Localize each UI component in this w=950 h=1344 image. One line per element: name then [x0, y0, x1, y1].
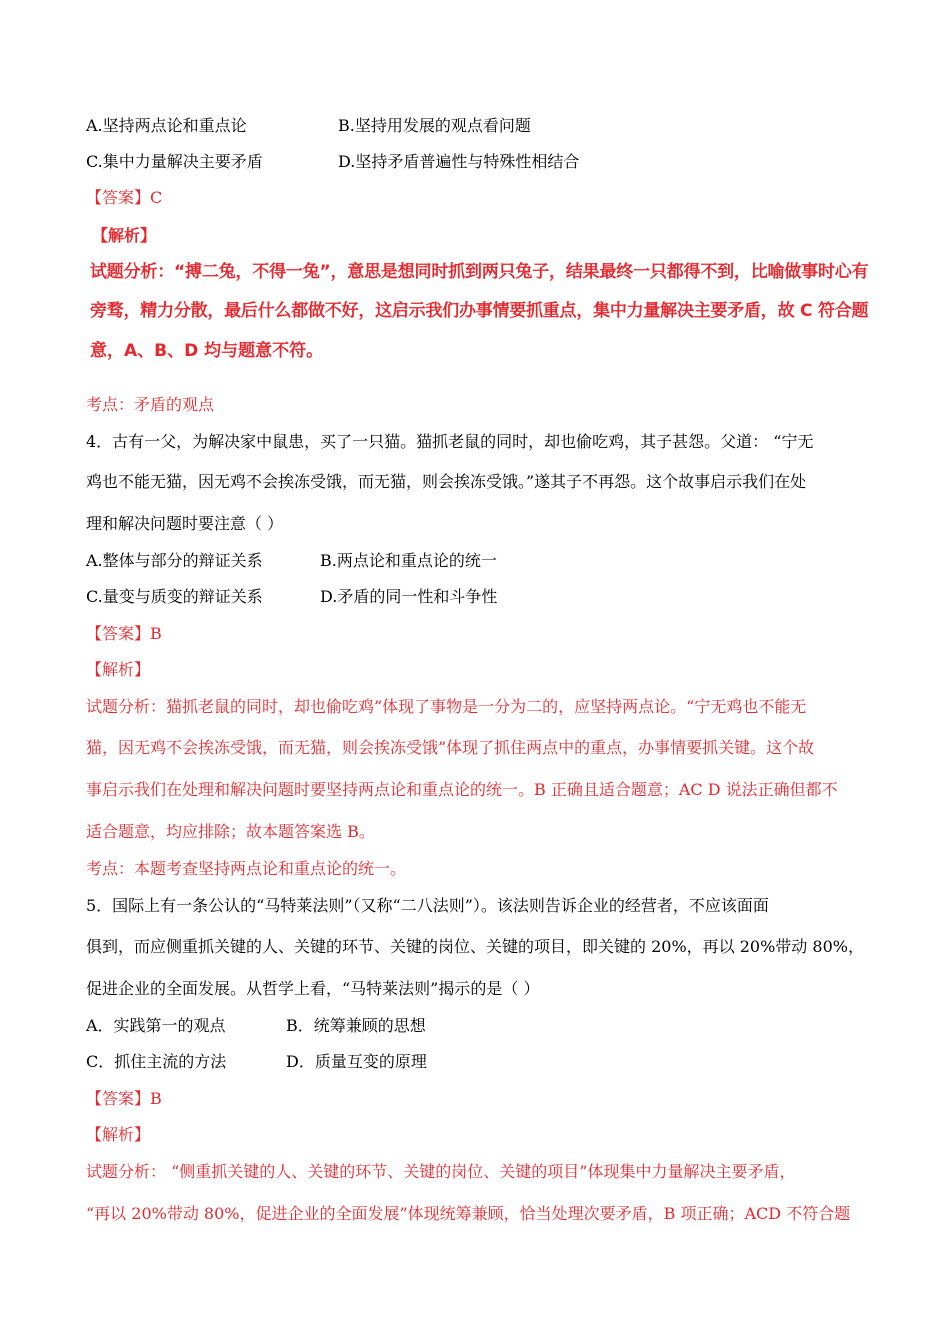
- q5-analysis-label: 【解析】: [86, 1125, 151, 1144]
- q5-option-d[interactable]: D．质量互变的原理: [286, 1052, 427, 1071]
- q4-stem-line-1: 4．古有一父，为解决家中鼠患，买了一只猫。猫抓老鼠的同时，却也偷吃鸡，其子甚怨。父道： “宁无: [86, 432, 814, 451]
- q4-options-row-2: [86, 587, 497, 607]
- q5-stem-line-1: 5．国际上有一条公认的“马特莱法则”（又称“二八法则”）。该法则告诉企业的经营者，不应该面面: [86, 896, 769, 915]
- q4-stem-line-3: 理和解决问题时要注意（ ）: [86, 514, 284, 533]
- q3-option-b[interactable]: B.坚持用发展的观点看问题: [338, 116, 531, 135]
- q3-options-row-1: [86, 116, 531, 136]
- q5-analysis-line-1: 试题分析： “侧重抓关键的人、关键的环节、关键的岗位、关键的项目”体现集中力量解决主要矛盾，: [86, 1162, 796, 1181]
- q5-stem-line-3: 促进企业的全面发展。从哲学上看，“马特莱法则”揭示的是（ ）: [86, 979, 540, 998]
- q3-analysis-line-2: 旁骛，精力分散，最后什么都做不好，这启示我们办事情要抓重点，集中力量解决主要矛盾，故 C 符合题: [90, 301, 869, 321]
- q3-analysis-line-3: 意，A、B、D 均与题意不符。: [90, 341, 324, 361]
- q5-option-c[interactable]: C．抓住主流的方法: [86, 1052, 227, 1071]
- q5-stem-line-2: 俱到，而应侧重抓关键的人、关键的环节、关键的岗位、关键的项目，即关键的 20%，再以 20%带动 80%，: [86, 937, 864, 956]
- q5-option-a[interactable]: A．实践第一的观点: [86, 1016, 226, 1035]
- q3-option-c[interactable]: C.集中力量解决主要矛盾: [86, 152, 263, 171]
- q4-option-a[interactable]: A.整体与部分的辩证关系: [86, 551, 263, 570]
- q4-option-c[interactable]: C.量变与质变的辩证关系: [86, 587, 263, 606]
- q3-options-row-2: [86, 152, 579, 172]
- q4-analysis-line-3: 事启示我们在处理和解决问题时要坚持两点论和重点论的统一。B 正确且适合题意；AC D 说法正确但都不: [86, 780, 838, 799]
- q3-option-d[interactable]: D.坚持矛盾普遍性与特殊性相结合: [338, 152, 580, 171]
- q4-analysis-line-1: 试题分析：猫抓老鼠的同时，却也偷吃鸡”体现了事物是一分为二的，应坚持两点论。“宁无鸡也不能无: [86, 697, 807, 716]
- q5-options-row-2: [86, 1052, 427, 1072]
- q4-options-row-1: [86, 551, 497, 571]
- q4-option-b[interactable]: B.两点论和重点论的统一: [320, 551, 497, 570]
- q3-analysis-label: 【解析】: [92, 226, 157, 245]
- q5-analysis-line-2: “再以 20%带动 80%，促进企业的全面发展”体现统筹兼顾，恰当处理次要矛盾，B 项正确；ACD 不符合题: [86, 1204, 851, 1223]
- q5-options-row-1: [86, 1016, 426, 1036]
- q4-analysis-label: 【解析】: [86, 660, 151, 679]
- q3-kaodian: 考点：矛盾的观点: [86, 395, 215, 414]
- q4-stem-line-2: 鸡也不能无猫，因无鸡不会挨冻受饿，而无猫，则会挨冻受饿。”遂其子不再怨。这个故事启示我们在处: [86, 472, 807, 491]
- q4-option-d[interactable]: D.矛盾的同一性和斗争性: [320, 587, 498, 606]
- q4-kaodian: 考点：本题考查坚持两点论和重点论的统一。: [86, 859, 407, 878]
- q4-analysis-line-4: 适合题意，均应排除；故本题答案选 B。: [86, 822, 375, 841]
- q3-option-a[interactable]: A.坚持两点论和重点论: [86, 116, 247, 135]
- q5-option-b[interactable]: B．统筹兼顾的思想: [286, 1016, 426, 1035]
- q4-analysis-line-2: 猫，因无鸡不会挨冻受饿，而无猫，则会挨冻受饿”体现了抓住两点中的重点，办事情要抓关键。这个故: [86, 738, 815, 757]
- q5-answer: 【答案】B: [86, 1089, 162, 1108]
- q4-answer: 【答案】B: [86, 624, 162, 643]
- q3-answer: 【答案】C: [86, 188, 163, 207]
- q3-analysis-line-1: 试题分析：“搏二兔，不得一兔”，意思是想同时抓到两只兔子，结果最终一只都得不到，比喻做事时心有: [90, 262, 869, 282]
